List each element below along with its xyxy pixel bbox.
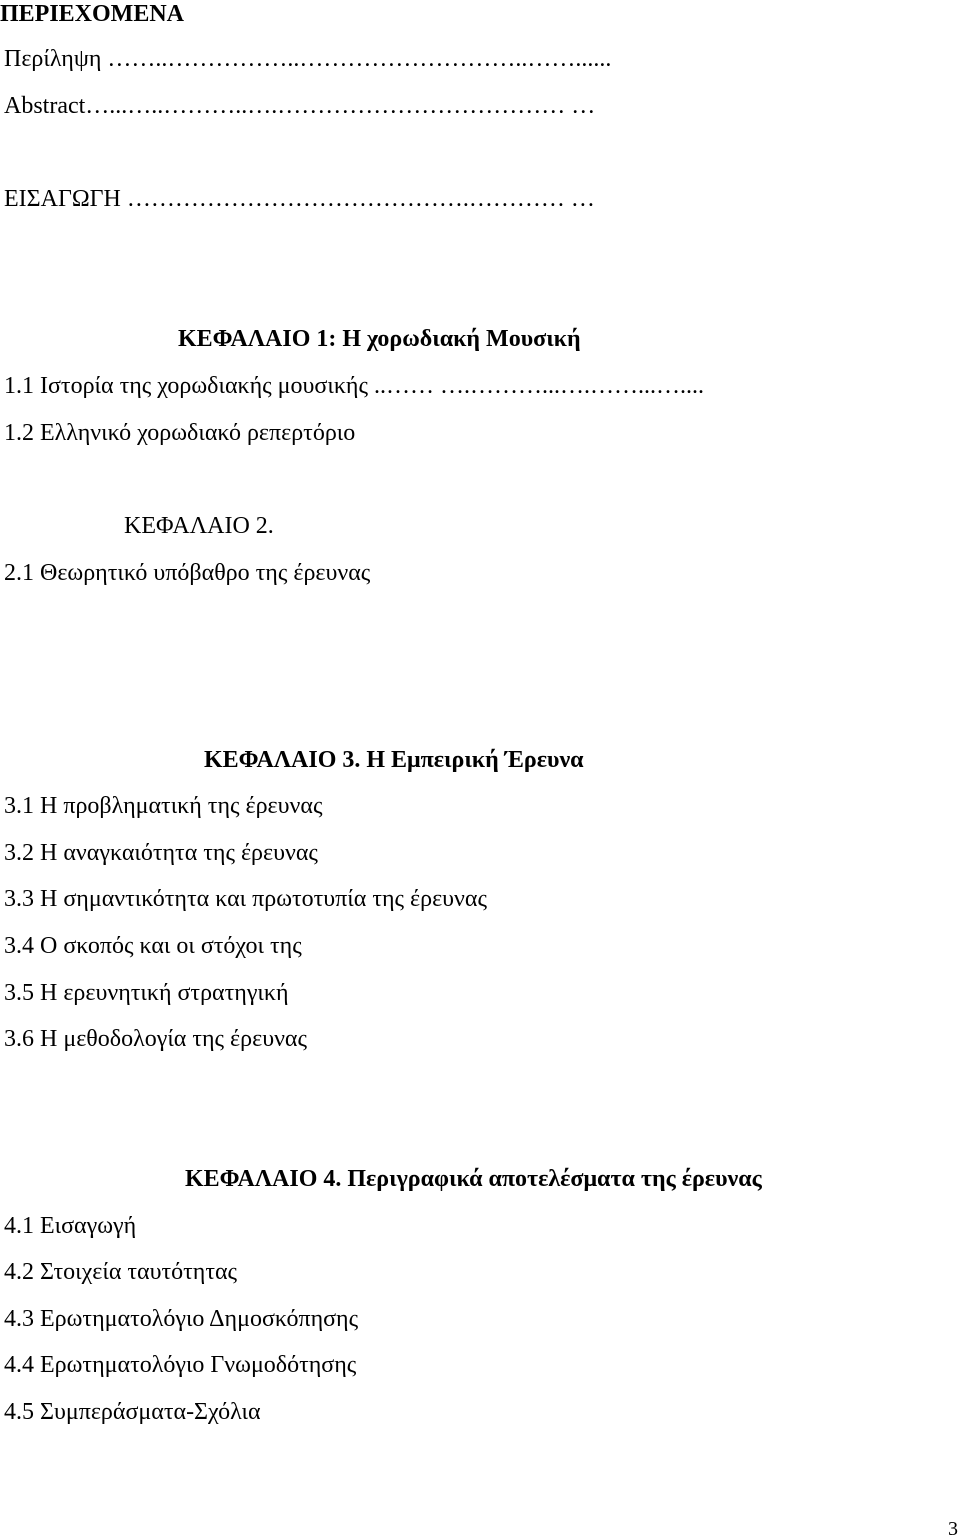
toc-title: ΠΕΡΙΕΧΟΜΕΝΑ	[0, 1, 185, 27]
toc-entry-introduction: ΕΙΣΑΓΩΓΗ …………………………………….………… …	[4, 186, 595, 212]
toc-entry-2-1: 2.1 Θεωρητικό υπόβαθρο της έρευνας	[4, 560, 371, 586]
toc-entry-3-6: 3.6 Η μεθοδολογία της έρευνας	[4, 1026, 307, 1052]
page-number: 3	[948, 1518, 958, 1540]
toc-entry-3-3: 3.3 Η σημαντικότητα και πρωτοτυπία της έρευνας	[4, 886, 487, 912]
toc-entry-abstract: Abstract…...…..………..….……………………………… …	[4, 93, 596, 119]
toc-entry-4-1: 4.1 Εισαγωγή	[4, 1213, 137, 1239]
toc-entry-4-5: 4.5 Συμπεράσματα-Σχόλια	[4, 1399, 261, 1425]
chapter-1-heading: ΚΕΦΑΛΑΙΟ 1: Η χορωδιακή Μουσική	[178, 326, 581, 352]
toc-entry-4-2: 4.2 Στοιχεία ταυτότητας	[4, 1259, 238, 1285]
toc-entry-3-1: 3.1 Η προβληματική της έρευνας	[4, 793, 323, 819]
toc-entry-1-1: 1.1 Ιστορία της χορωδιακής μουσικής ..…… ….………...….……...…....	[4, 373, 704, 399]
toc-entry-summary: Περίληψη ……..……………..………………………..……......	[4, 46, 612, 72]
toc-entry-4-4: 4.4 Ερωτηματολόγιο Γνωμοδότησης	[4, 1352, 357, 1378]
toc-entry-4-3: 4.3 Ερωτηματολόγιο Δημοσκόπησης	[4, 1306, 359, 1332]
chapter-3-heading: ΚΕΦΑΛΑΙΟ 3. Η Εμπειρική Έρευνα	[204, 747, 584, 773]
toc-entry-3-2: 3.2 Η αναγκαιότητα της έρευνας	[4, 840, 318, 866]
toc-entry-1-2: 1.2 Ελληνικό χορωδιακό ρεπερτόριο	[4, 420, 356, 446]
chapter-2-heading: ΚΕΦΑΛΑΙΟ 2.	[124, 513, 274, 539]
toc-entry-3-5: 3.5 Η ερευνητική στρατηγική	[4, 980, 289, 1006]
toc-entry-3-4: 3.4 Ο σκοπός και οι στόχοι της	[4, 933, 302, 959]
chapter-4-heading: ΚΕΦΑΛΑΙΟ 4. Περιγραφικά αποτελέσματα της έρευνας	[185, 1166, 762, 1192]
